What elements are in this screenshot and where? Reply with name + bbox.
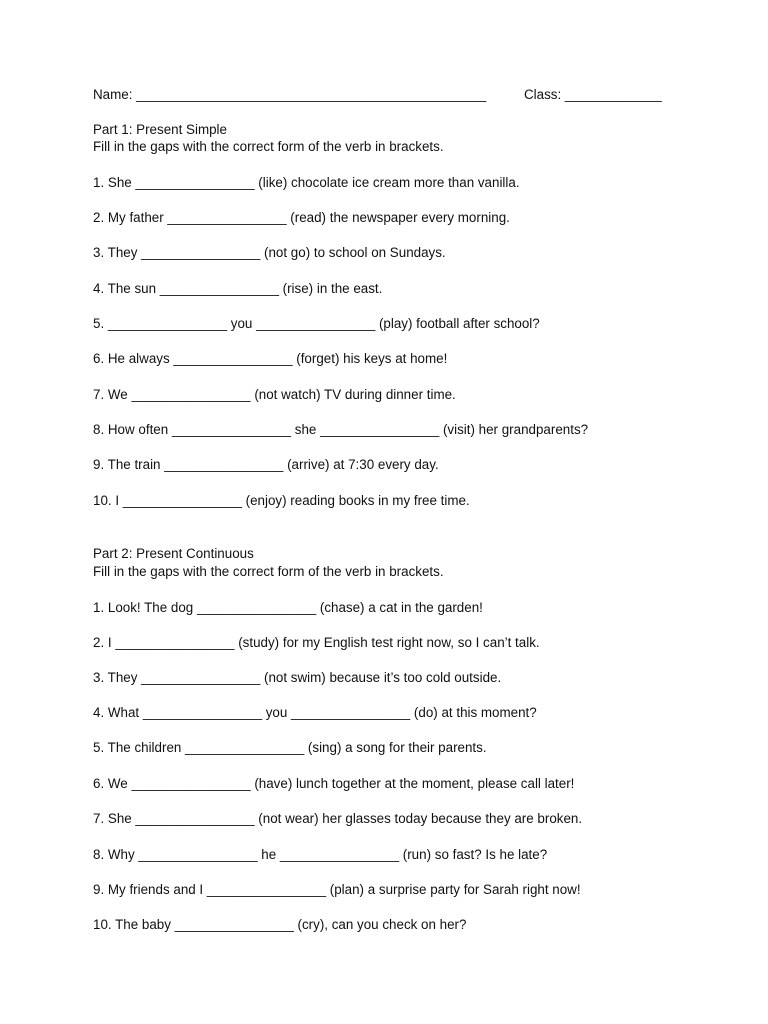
part2-question-2: 2. I ________________ (study) for my English test right now, so I can’t talk.	[93, 635, 540, 650]
part2-question-8: 8. Why ________________ he ________________ (run) so fast? Is he late?	[93, 847, 548, 862]
part2-question-3: 3. They ________________ (not swim) because it’s too cold outside.	[93, 670, 502, 685]
part1-question-1: 1. She ________________ (like) chocolate ice cream more than vanilla.	[93, 175, 520, 190]
part1-question-10: 10. I ________________ (enjoy) reading books in my free time.	[93, 493, 470, 508]
part2-question-9: 9. My friends and I ________________ (plan) a surprise party for Sarah right now!	[93, 882, 581, 897]
part2-question-1: 1. Look! The dog ________________ (chase) a cat in the garden!	[93, 600, 483, 615]
part2-question-6: 6. We ________________ (have) lunch together at the moment, please call later!	[93, 776, 575, 791]
worksheet-page	[93, 0, 733, 1024]
part1-question-7: 7. We ________________ (not watch) TV during dinner time.	[93, 387, 456, 402]
part1-instruction: Fill in the gaps with the correct form of the verb in brackets.	[93, 139, 444, 154]
part2-question-7: 7. She ________________ (not wear) her glasses today because they are broken.	[93, 811, 583, 826]
part2-title: Part 2: Present Continuous	[93, 546, 254, 561]
part1-question-9: 9. The train ________________ (arrive) at 7:30 every day.	[93, 457, 439, 472]
part1-question-6: 6. He always ________________ (forget) his keys at home!	[93, 351, 448, 366]
part1-question-8: 8. How often ________________ she ________________ (visit) her grandparents?	[93, 422, 589, 437]
part1-question-2: 2. My father ________________ (read) the newspaper every morning.	[93, 210, 510, 225]
part1-question-4: 4. The sun ________________ (rise) in the east.	[93, 281, 383, 296]
part1-question-5: 5. ________________ you ________________ (play) football after school?	[93, 316, 540, 331]
part2-question-5: 5. The children ________________ (sing) a song for their parents.	[93, 740, 487, 755]
part2-instruction: Fill in the gaps with the correct form of the verb in brackets.	[93, 564, 444, 579]
name-field-label: Name: _______________________________________________	[93, 87, 487, 102]
part1-question-3: 3. They ________________ (not go) to school on Sundays.	[93, 245, 446, 260]
part2-question-10: 10. The baby ________________ (cry), can you check on her?	[93, 917, 467, 932]
part1-title: Part 1: Present Simple	[93, 122, 227, 137]
part2-question-4: 4. What ________________ you ________________ (do) at this moment?	[93, 705, 537, 720]
class-field-label: Class: _____________	[524, 87, 662, 102]
